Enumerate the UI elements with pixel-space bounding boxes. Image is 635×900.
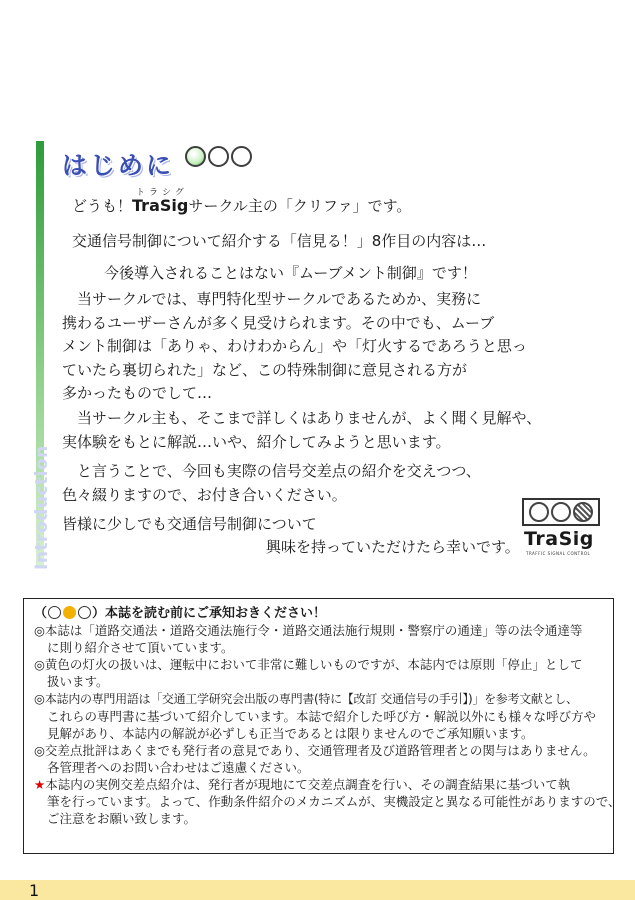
notice-item: ◎交差点批評はあくまでも発行者の意見であり、交通管理者及び道路管理者との関与はありません。 各管理者へのお問い合わせはご遠慮ください。 xyxy=(34,743,596,775)
trasig-logo xyxy=(522,498,600,556)
title-signal-lamps xyxy=(185,146,254,167)
logo-subtitle: TRAFFIC SIGNAL CONTROL xyxy=(526,551,591,556)
closing-line-2: 興味を持っていただけたら幸いです。 xyxy=(266,538,520,556)
intro-highlight-line: 今後導入されることはない『ムーブメント制御』です！ xyxy=(104,264,477,282)
notice-item: ◎黄色の灯火の扱いは、運転中において非常に難しいものですが、本誌内では原則「停止」として 扱います。 xyxy=(34,657,583,689)
intro-paragraph-1: 当サークルでは、専門特化型サークルであるためか、実務に 携わるユーザーさんが多く見受けられます。その中でも、ムーブ メント制御は「ありゃ、わけわからん」や「灯火するであろうと思っ ていたら裏切られた」など、この特殊制御に意見される方が 多かったものでして… xyxy=(62,290,527,402)
logo-name: TraSig xyxy=(524,528,594,550)
greeting-line: どうも！ トラシグ TraSigサークル主の「クリファ」です。 xyxy=(72,194,411,219)
notice-item: ★本誌内の実例交差点紹介は、発行者が現地にて交差点調査を行い、その調査結果に基づいて執 筆を行っています。よって、作動条件紹介のメカニズムが、実機設定と異なる可能性がありますので、 ご注意をお願い致します。 xyxy=(34,777,621,826)
brand-name: TraSig xyxy=(132,196,189,215)
notice-heading: （ ）本誌を読む前にご承知おきください！ xyxy=(34,606,327,621)
page-number: 1 xyxy=(29,881,40,900)
notice-box xyxy=(23,598,621,854)
closing-line-1: 皆様に少しでも交通信号制御について xyxy=(62,515,317,533)
notice-item: ◎本誌内の専門用語は「交通工学研究会出版の専門書(特に【改訂 交通信号の手引】)」を参考文献とし、 これらの専門書に基づいて紹介しています。本誌で紹介した呼び方・解説以外にも様々な呼び方や 見解があり、本誌内の解説が必ずしも正当であるとは限りませんのでご承知願います。 xyxy=(34,691,597,741)
green-lamp-icon xyxy=(185,146,206,167)
footer-band xyxy=(0,880,635,900)
lamp-icon xyxy=(48,606,61,619)
notice-item: ◎本誌は「道路交通法・道路交通法施行令・道路交通法施行規則・警察庁の通達」等の法令通達等 に則り紹介させて頂いています。 xyxy=(34,623,583,655)
lamp-icon xyxy=(78,606,91,619)
section-title: はじめに xyxy=(62,151,175,180)
star-icon: ★ xyxy=(34,777,46,792)
intro-paragraph-2: 当サークル主も、そこまで詳しくはありませんが、よく聞く見解や、 実体験をもとに解説…いや、紹介してみようと思います。 xyxy=(62,409,542,451)
sidebar-label: Introduction xyxy=(32,445,52,570)
brand-ruby: トラシグ xyxy=(136,188,188,198)
lamp-icon xyxy=(231,146,252,167)
traffic-signal-icon xyxy=(522,498,600,526)
lamp-icon xyxy=(208,146,229,167)
yellow-lamp-icon xyxy=(63,606,76,619)
intro-line: 交通信号制御について紹介する「信見る！」8作目の内容は… xyxy=(72,232,487,250)
intro-paragraph-3: と言うことで、今回も実際の信号交差点の紹介を交えつつ、 色々綴りますので、お付き合いください。 xyxy=(62,462,481,504)
